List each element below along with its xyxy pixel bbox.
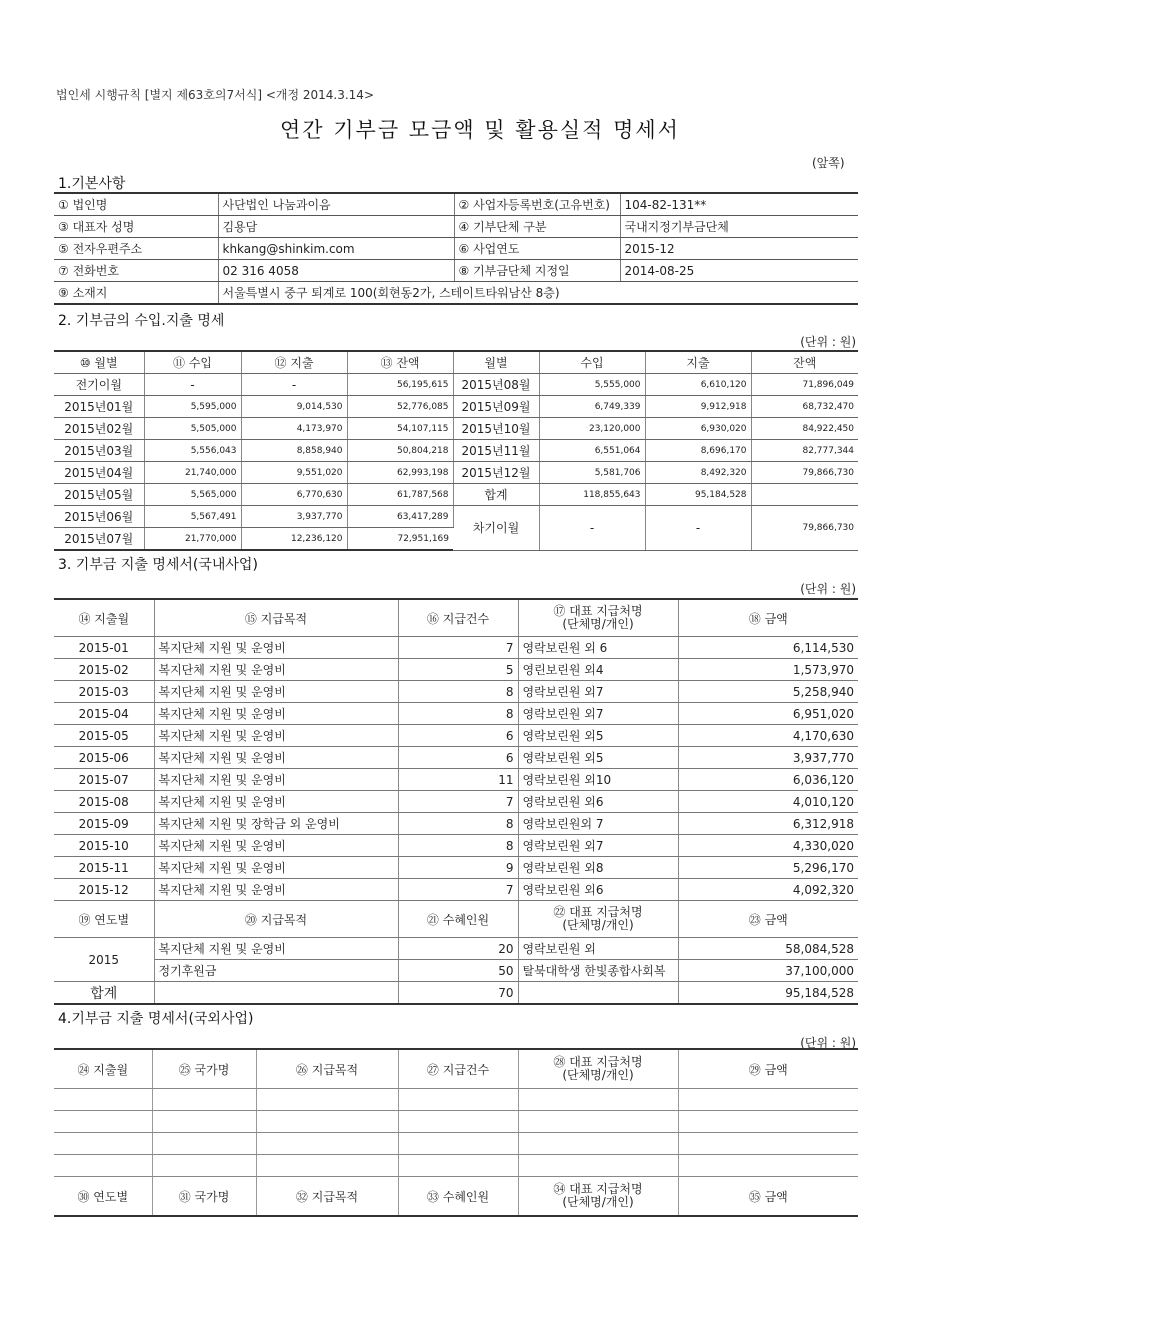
expense-cell: 8,696,170 [645,440,751,462]
expense-cell: 3,937,770 [241,506,347,528]
income-row [54,374,858,396]
month-cell: 2015-11 [54,857,154,879]
yearly-header-row [54,901,858,938]
column-header [518,1049,678,1089]
income-row [54,396,858,418]
column-header: 잔액 [751,351,858,374]
empty-cell [398,1133,518,1155]
domestic-row [54,769,858,791]
field-value: 02 316 4058 [218,260,454,282]
count-cell: 8 [398,681,518,703]
column-header: ㉓ 금액 [678,901,858,938]
expense-cell: 8,492,320 [645,462,751,484]
recipient-cell: 영락보린원 외10 [518,769,678,791]
amount-cell: 5,296,170 [678,857,858,879]
income-header-row [54,351,858,374]
purpose-cell: 복지단체 지원 및 운영비 [154,791,398,813]
income-cell: 5,581,706 [539,462,645,484]
empty-cell [256,1089,398,1111]
field-value: khkang@shinkim.com [218,238,454,260]
empty-cell [678,1133,858,1155]
header-line: ㉘ 대표 지급처명 [553,1055,643,1069]
column-header: ㉜ 지급목적 [256,1177,398,1217]
amount-cell: 4,170,630 [678,725,858,747]
address-value: 서울특별시 중구 퇴계로 100(회현동2가, 스테이트타워남산 8층) [218,282,858,305]
amount-cell: 6,951,020 [678,703,858,725]
recipient-cell: 영락보린원 외 6 [518,637,678,659]
basic-info-row [54,238,858,260]
field-value: 2014-08-25 [620,260,858,282]
recipient-cell: 영락보린원 외 [518,938,678,960]
expense-cell: 6,610,120 [645,374,751,396]
balance-cell: 50,804,218 [347,440,453,462]
column-header: ⑮ 지급목적 [154,599,398,637]
month-cell: 2015-03 [54,681,154,703]
domestic-row [54,659,858,681]
empty-cell [678,1111,858,1133]
basic-info-row [54,216,858,238]
amount-cell: 4,330,020 [678,835,858,857]
unit-label: (단위 : 원) [800,335,856,349]
month-cell: 2015년11월 [453,440,539,462]
address-row [54,282,858,305]
carry-over-income: - [539,506,645,551]
header-subline: (단체명/개인) [562,617,634,631]
empty-cell [518,1133,678,1155]
domestic-row [54,879,858,901]
expense-cell: 4,173,970 [241,418,347,440]
total-row [54,982,858,1005]
empty-cell [154,982,398,1005]
income-row [54,462,858,484]
field-label: ④ 기부단체 구분 [454,216,620,238]
month-cell: 2015-08 [54,791,154,813]
recipient-cell: 영락보린원 외5 [518,725,678,747]
expense-cell: 6,770,630 [241,484,347,506]
recipient-cell: 영락보린원외 7 [518,813,678,835]
domestic-row [54,791,858,813]
column-header: ㉟ 금액 [678,1177,858,1217]
count-cell: 5 [398,659,518,681]
month-cell: 2015년01월 [54,396,144,418]
header-line: ㉞ 대표 지급처명 [553,1182,643,1196]
carry-over-balance: 79,866,730 [751,506,858,551]
income-cell: 6,551,064 [539,440,645,462]
amount-cell: 4,092,320 [678,879,858,901]
purpose-cell: 복지단체 지원 및 운영비 [154,769,398,791]
purpose-cell: 복지단체 지원 및 운영비 [154,725,398,747]
empty-cell [398,1111,518,1133]
empty-cell [678,1089,858,1111]
purpose-cell: 복지단체 지원 및 운영비 [154,659,398,681]
empty-cell [152,1155,256,1177]
form-reference: 법인세 시행규칙 [별지 제63호의7서식] <개정 2014.3.14> [56,88,374,102]
month-cell: 2015-07 [54,769,154,791]
section-income-title: 2. 기부금의 수입.지출 명세 [58,313,225,329]
field-label: ⑧ 기부금단체 지정일 [454,260,620,282]
year-cell: 2015 [54,938,154,982]
month-cell: 2015년12월 [453,462,539,484]
column-header: ⑯ 지급건수 [398,599,518,637]
total-amount: 95,184,528 [678,982,858,1005]
column-header [518,901,678,938]
column-header: ⑲ 연도별 [54,901,154,938]
column-header: ⑭ 지출월 [54,599,154,637]
column-header [518,1177,678,1217]
income-cell: 5,556,043 [144,440,241,462]
column-header: ㉛ 국가명 [152,1177,256,1217]
column-header: ㉖ 지급목적 [256,1049,398,1089]
income-cell: - [144,374,241,396]
recipient-cell: 영락보린원 외5 [518,747,678,769]
empty-cell [518,1111,678,1133]
month-cell: 2015년02월 [54,418,144,440]
month-cell: 2015년03월 [54,440,144,462]
field-value: 2015-12 [620,238,858,260]
month-cell: 2015년05월 [54,484,144,506]
balance-cell: 68,732,470 [751,396,858,418]
empty-cell [54,1133,152,1155]
month-cell: 합계 [453,484,539,506]
purpose-cell: 복지단체 지원 및 운영비 [154,857,398,879]
column-header: ⑬ 잔액 [347,351,453,374]
income-row [54,440,858,462]
income-cell: 5,567,491 [144,506,241,528]
amount-cell: 6,312,918 [678,813,858,835]
basic-info-row [54,193,858,216]
empty-cell [54,1155,152,1177]
empty-cell [256,1111,398,1133]
page-title: 연간 기부금 모금액 및 활용실적 명세서 [280,118,680,142]
header-subline: (단체명/개인) [562,918,634,932]
month-cell: 2015년04월 [54,462,144,484]
carry-over-expense: - [645,506,751,551]
month-cell: 2015-09 [54,813,154,835]
empty-cell [152,1133,256,1155]
field-label: ① 법인명 [54,193,218,216]
empty-cell [398,1089,518,1111]
empty-cell [152,1111,256,1133]
overseas-header-row [54,1049,858,1089]
count-cell: 9 [398,857,518,879]
field-value: 국내지정기부금단체 [620,216,858,238]
column-header: ⑱ 금액 [678,599,858,637]
page-side-label: (앞쪽) [812,156,845,170]
domestic-row [54,681,858,703]
balance-cell: 82,777,344 [751,440,858,462]
balance-cell: 56,195,615 [347,374,453,396]
unit-label: (단위 : 원) [800,582,856,596]
month-cell: 2015-04 [54,703,154,725]
income-cell: 6,749,339 [539,396,645,418]
purpose-cell: 정기후원금 [154,960,398,982]
empty-cell [398,1155,518,1177]
overseas-expense-table [54,1048,858,1217]
expense-cell: 6,930,020 [645,418,751,440]
domestic-row [54,835,858,857]
column-header: 월별 [453,351,539,374]
expense-cell: 8,858,940 [241,440,347,462]
purpose-cell: 복지단체 지원 및 운영비 [154,681,398,703]
field-label: ③ 대표자 성명 [54,216,218,238]
header-line: ㉒ 대표 지급처명 [553,905,643,919]
balance-cell: 72,951,169 [347,528,453,551]
count-cell: 20 [398,938,518,960]
purpose-cell: 복지단체 지원 및 운영비 [154,938,398,960]
month-cell: 2015-10 [54,835,154,857]
column-header: ㉗ 지급건수 [398,1049,518,1089]
domestic-row [54,747,858,769]
header-subline: (단체명/개인) [562,1068,634,1082]
column-header: ㉕ 국가명 [152,1049,256,1089]
column-header: ㉑ 수혜인원 [398,901,518,938]
empty-cell [54,1111,152,1133]
income-cell: 5,565,000 [144,484,241,506]
field-label: ⑦ 전화번호 [54,260,218,282]
income-cell: 5,505,000 [144,418,241,440]
column-header: ㉝ 수혜인원 [398,1177,518,1217]
expense-cell: 9,014,530 [241,396,347,418]
income-cell: 21,770,000 [144,528,241,551]
column-header: ⑫ 지출 [241,351,347,374]
section-overseas-title: 4.기부금 지출 명세서(국외사업) [58,1011,254,1027]
unit-label: (단위 : 원) [800,1036,856,1050]
count-cell: 8 [398,813,518,835]
carry-over-label: 차기이월 [453,506,539,551]
total-label: 합계 [54,982,154,1005]
column-header: ⑳ 지급목적 [154,901,398,938]
header-line: ⑰ 대표 지급처명 [553,604,643,618]
basic-info-row [54,260,858,282]
column-header [518,599,678,637]
recipient-cell: 영락보린원 외7 [518,703,678,725]
empty-cell [256,1155,398,1177]
domestic-row [54,813,858,835]
amount-cell: 58,084,528 [678,938,858,960]
amount-cell: 6,114,530 [678,637,858,659]
field-label: ⑥ 사업연도 [454,238,620,260]
count-cell: 6 [398,725,518,747]
expense-cell: 9,551,020 [241,462,347,484]
header-subline: (단체명/개인) [562,1195,634,1209]
month-cell: 2015년09월 [453,396,539,418]
field-value: 사단법인 나눔과이음 [218,193,454,216]
income-cell: 5,595,000 [144,396,241,418]
count-cell: 7 [398,637,518,659]
month-cell: 전기이월 [54,374,144,396]
field-value: 김용담 [218,216,454,238]
field-label: ⑨ 소재지 [54,282,218,305]
purpose-cell: 복지단체 지원 및 운영비 [154,703,398,725]
expense-cell: 95,184,528 [645,484,751,506]
income-cell: 21,740,000 [144,462,241,484]
column-header: ㉔ 지출월 [54,1049,152,1089]
column-header: ⑪ 수입 [144,351,241,374]
balance-cell: 54,107,115 [347,418,453,440]
column-header: 지출 [645,351,751,374]
purpose-cell: 복지단체 지원 및 운영비 [154,747,398,769]
purpose-cell: 복지단체 지원 및 운영비 [154,879,398,901]
count-cell: 6 [398,747,518,769]
field-value: 104-82-131** [620,193,858,216]
month-cell: 2015년08월 [453,374,539,396]
balance-cell: 79,866,730 [751,462,858,484]
expense-cell: 12,236,120 [241,528,347,551]
count-cell: 8 [398,703,518,725]
empty-cell [678,1155,858,1177]
amount-cell: 37,100,000 [678,960,858,982]
balance-cell: 63,417,289 [347,506,453,528]
domestic-header-row [54,599,858,637]
empty-cell [54,1089,152,1111]
field-label: ⑤ 전자우편주소 [54,238,218,260]
domestic-expense-table [54,598,858,1005]
total-count: 70 [398,982,518,1005]
empty-cell [518,982,678,1005]
income-row [54,484,858,506]
yearly-row [54,960,858,982]
month-cell: 2015-12 [54,879,154,901]
recipient-cell: 영린보린원 외4 [518,659,678,681]
column-header: ㉚ 연도별 [54,1177,152,1217]
count-cell: 8 [398,835,518,857]
recipient-cell: 영락보린원 외6 [518,791,678,813]
count-cell: 50 [398,960,518,982]
column-header: ㉙ 금액 [678,1049,858,1089]
amount-cell: 3,937,770 [678,747,858,769]
balance-cell: 84,922,450 [751,418,858,440]
balance-cell: 71,896,049 [751,374,858,396]
balance-cell: 61,787,568 [347,484,453,506]
empty-cell [152,1089,256,1111]
domestic-row [54,703,858,725]
month-cell: 2015-05 [54,725,154,747]
balance-cell: 52,776,085 [347,396,453,418]
recipient-cell: 영락보린원 외7 [518,681,678,703]
amount-cell: 4,010,120 [678,791,858,813]
column-header: 수입 [539,351,645,374]
purpose-cell: 복지단체 지원 및 운영비 [154,637,398,659]
section-domestic-title: 3. 기부금 지출 명세서(국내사업) [58,557,258,573]
income-row [54,506,858,528]
yearly-row [54,938,858,960]
domestic-row [54,725,858,747]
month-cell: 2015년10월 [453,418,539,440]
expense-cell: - [241,374,347,396]
count-cell: 7 [398,791,518,813]
overseas-empty-row [54,1133,858,1155]
income-cell: 118,855,643 [539,484,645,506]
domestic-row [54,857,858,879]
income-row [54,418,858,440]
amount-cell: 6,036,120 [678,769,858,791]
domestic-row [54,637,858,659]
month-cell: 2015-02 [54,659,154,681]
month-cell: 2015-06 [54,747,154,769]
empty-cell [518,1155,678,1177]
income-expense-table [54,350,858,551]
empty-cell [518,1089,678,1111]
balance-cell: 62,993,198 [347,462,453,484]
recipient-cell: 영락보린원 외8 [518,857,678,879]
expense-cell: 9,912,918 [645,396,751,418]
section-basic-title: 1.기본사항 [58,176,126,192]
field-label: ② 사업자등록번호(고유번호) [454,193,620,216]
empty-cell [256,1133,398,1155]
overseas-empty-row [54,1089,858,1111]
recipient-cell: 영락보린원 외7 [518,835,678,857]
purpose-cell: 복지단체 지원 및 장학금 외 운영비 [154,813,398,835]
basic-info-table [54,192,858,305]
amount-cell: 5,258,940 [678,681,858,703]
overseas-empty-row [54,1111,858,1133]
balance-cell [751,484,858,506]
recipient-cell: 영락보린원 외6 [518,879,678,901]
count-cell: 7 [398,879,518,901]
count-cell: 11 [398,769,518,791]
income-cell: 5,555,000 [539,374,645,396]
amount-cell: 1,573,970 [678,659,858,681]
overseas-yearly-header-row [54,1177,858,1217]
month-cell: 2015년06월 [54,506,144,528]
purpose-cell: 복지단체 지원 및 운영비 [154,835,398,857]
overseas-empty-row [54,1155,858,1177]
month-cell: 2015-01 [54,637,154,659]
income-cell: 23,120,000 [539,418,645,440]
month-cell: 2015년07월 [54,528,144,551]
column-header: ⑩ 월별 [54,351,144,374]
recipient-cell: 탈북대학생 한빛종합사회복 [518,960,678,982]
